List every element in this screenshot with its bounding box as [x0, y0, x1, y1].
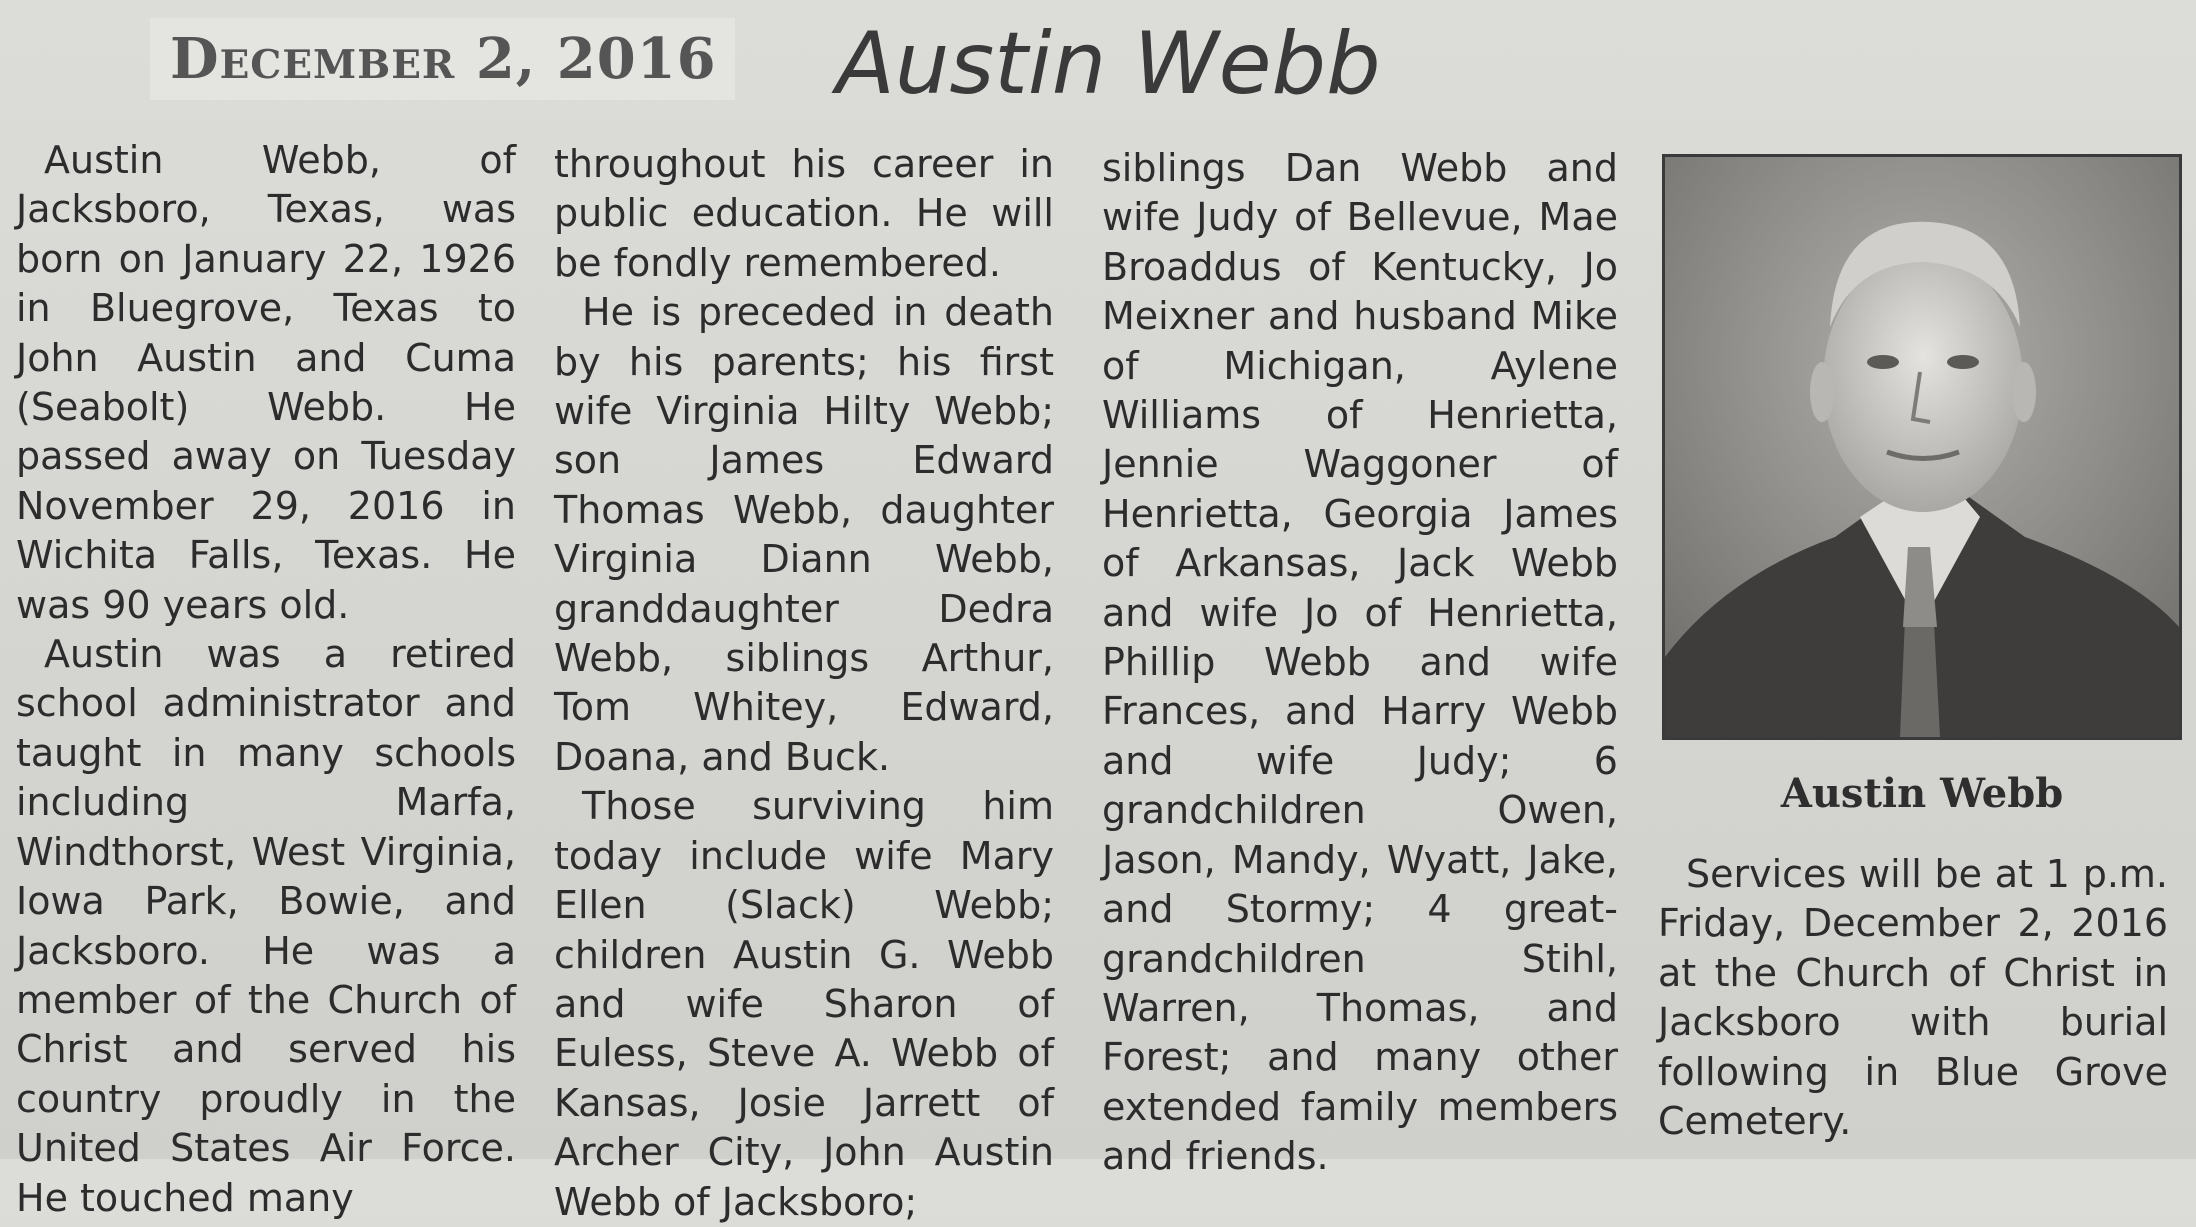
column-services — [1658, 850, 2168, 1146]
date-banner — [150, 18, 735, 100]
paragraph-preceded: He is preceded in death by his parents; his first wife Virginia Hilty Webb; son James Edward Thomas Webb, daughter Virginia Diann Webb, granddaughter Dedra Webb, siblings Arthur, Tom Whitey, Edward, Doana, and Buck. — [554, 290, 1054, 779]
obituary-headline: Austin Webb — [836, 14, 1381, 114]
paragraph-birth: Austin Webb, of Jacksboro, Texas, was born on January 22, 1926 in Bluegrove, Texas to John Austin and Cuma (Seabolt) Webb. He passed away on Tuesday November 29, 2016 in Wichita Falls, Texas. He was 90 years old. — [16, 138, 516, 627]
publication-date: December 2, 2016 — [170, 26, 717, 92]
photo-caption: Austin Webb — [1780, 770, 2064, 817]
paragraph-services: Services will be at 1 p.m. Friday, December 2, 2016 at the Church of Christ in Jacksboro with burial following in Blue Grove Cemetery. — [1658, 852, 2168, 1144]
paragraph-career-cont: throughout his career in public education. He will be fondly remembered. — [554, 142, 1054, 285]
column-1 — [16, 136, 516, 1223]
column-2 — [554, 140, 1054, 1227]
paragraph-survivors-cont: siblings Dan Webb and wife Judy of Bellevue, Mae Broaddus of Kentucky, Jo Meixner and husband Mike of Michigan, Aylene Williams of Henrietta, Jennie Waggoner of Henrietta, Georgia James of Arkansas, Jack Webb and wife Jo of Henrietta, Phillip Webb and wife Frances, and Harry Webb and wife Judy; 6 grandchildren Owen, Jason, Mandy, Wyatt, Jake, and Stormy; 4 great-grandchildren Stihl, Warren, Thomas, and Forest; and many other extended family members and friends. — [1102, 146, 1618, 1179]
paragraph-survivors: Those surviving him today include wife Mary Ellen (Slack) Webb; children Austin G. Webb and wife Sharon of Euless, Steve A. Webb of Kansas, Josie Jarrett of Archer City, John Austin Webb of Jacksboro; — [554, 784, 1054, 1224]
portrait-photo — [1662, 154, 2182, 740]
portrait-illustration — [1665, 157, 2179, 737]
column-3 — [1102, 144, 1618, 1182]
paragraph-career: Austin was a retired school administrator and taught in many schools including Marfa, Windthorst, West Virginia, Iowa Park, Bowie, and Jacksboro. He was a member of the Church of Christ and served his country proudly in the United States Air Force. He touched many — [16, 632, 516, 1220]
